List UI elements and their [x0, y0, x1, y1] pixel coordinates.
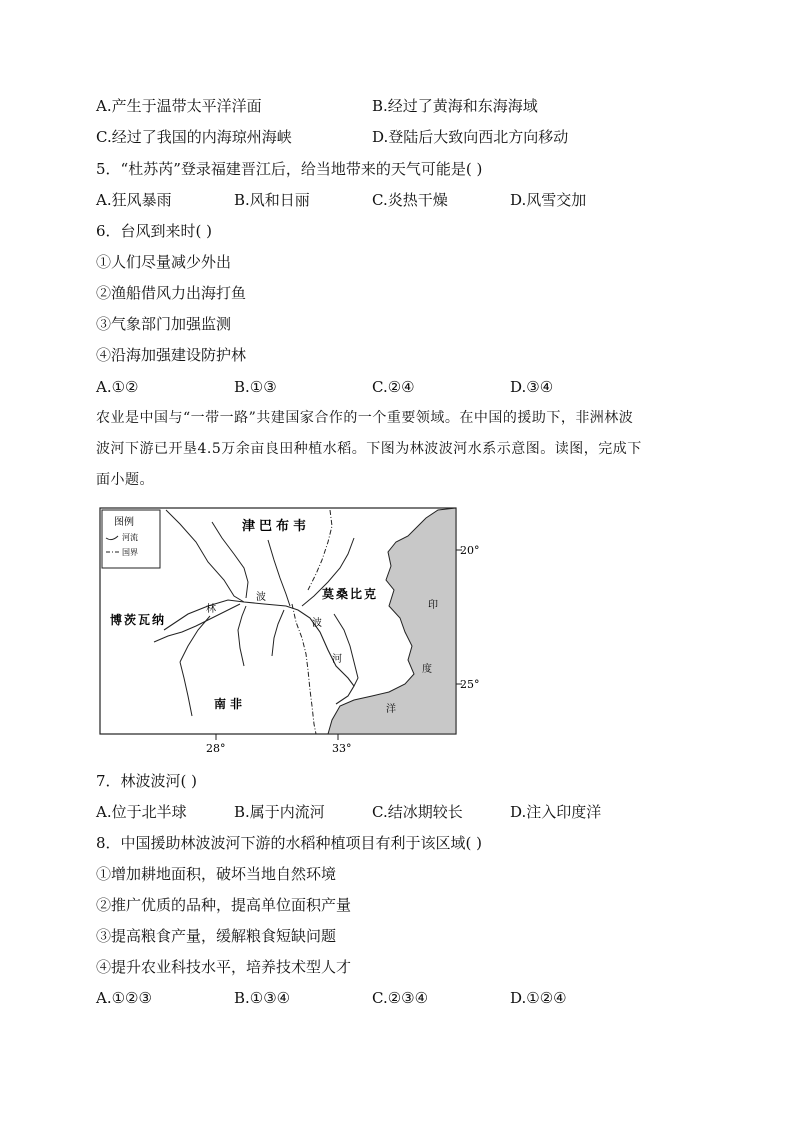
q5-option-b: B.风和日丽 [234, 191, 310, 209]
legend-border-label: 国界 [122, 548, 138, 557]
ocean-label-du: 度 [422, 664, 432, 675]
lat-label-25: 25° [460, 678, 480, 691]
q8-option-c: C.②③④ [372, 989, 429, 1007]
river-label-bo-1: 波 [256, 592, 266, 603]
q6-option-c: C.②④ [372, 378, 415, 396]
q8-option-d: D.①②④ [510, 989, 567, 1007]
q7-option-c: C.结冰期较长 [372, 803, 463, 821]
q8-option-b: B.①③④ [234, 989, 291, 1007]
river-label-he: 河 [332, 654, 342, 665]
label-south-africa: 南非 [214, 697, 247, 711]
q4-option-a: A.产生于温带太平洋洋面 [96, 97, 262, 115]
lon-label-33: 33° [332, 742, 352, 755]
q7-option-d: D.注入印度洋 [510, 803, 602, 821]
q5-option-a: A.狂风暴雨 [96, 191, 172, 209]
q8-stem: 8．中国援助林波波河下游的水稻种植项目有利于该区域( ) [96, 834, 483, 852]
q7-option-b: B.属于内流河 [234, 803, 325, 821]
passage-line-3: 面小题。 [96, 472, 154, 488]
q7-stem: 7．林波波河( ) [96, 772, 198, 790]
label-zimbabwe: 津巴布韦 [242, 519, 311, 534]
q6-statement-4: ④沿海加强建设防护林 [96, 346, 247, 364]
q8-statement-2: ②推广优质的品种，提高单位面积产量 [96, 896, 352, 914]
label-mozambique: 莫桑比克 [322, 587, 379, 601]
q6-option-d: D.③④ [510, 378, 554, 396]
q6-option-a: A.①② [96, 378, 139, 396]
ocean-label-yang: 洋 [386, 704, 396, 715]
q8-statement-1: ①增加耕地面积，破坏当地自然环境 [96, 865, 337, 883]
q5-option-c: C.炎热干燥 [372, 191, 448, 209]
passage-line-2: 波河下游已开垦4.5万余亩良田种植水稻。下图为林波波河水系示意图。读图，完成下 [96, 441, 642, 457]
label-botswana: 博茨瓦纳 [110, 613, 167, 627]
legend-river-label: 河流 [122, 533, 138, 542]
q4-option-d: D.登陆后大致向西北方向移动 [372, 128, 569, 146]
lat-label-20: 20° [460, 544, 480, 557]
legend-title: 图例 [114, 517, 134, 528]
q6-statement-3: ③气象部门加强监测 [96, 315, 232, 333]
q4-option-b: B.经过了黄海和东海海域 [372, 97, 538, 115]
q6-statement-1: ①人们尽量减少外出 [96, 253, 232, 271]
ocean-label-yin: 印 [428, 600, 438, 611]
q6-option-b: B.①③ [234, 378, 277, 396]
q4-option-c: C.经过了我国的内海琼州海峡 [96, 128, 292, 146]
q8-statement-3: ③提高粮食产量，缓解粮食短缺问题 [96, 927, 337, 945]
q6-statement-2: ②渔船借风力出海打鱼 [96, 284, 247, 302]
lon-label-28: 28° [206, 742, 226, 755]
q5-stem: 5．“杜苏芮”登录福建晋江后，给当地带来的天气可能是( ) [96, 160, 483, 178]
q5-option-d: D.风雪交加 [510, 191, 587, 209]
q6-stem: 6．台风到来时( ) [96, 222, 213, 240]
q8-statement-4: ④提升农业科技水平，培养技术型人才 [96, 958, 352, 976]
q8-option-a: A.①②③ [96, 989, 152, 1007]
q7-option-a: A.位于北半球 [96, 803, 187, 821]
limpopo-river-map [96, 506, 496, 760]
river-label-lin: 林 [206, 604, 216, 615]
river-label-bo-2: 波 [312, 618, 322, 629]
passage-line-1: 农业是中国与“一带一路”共建国家合作的一个重要领域。在中国的援助下，非洲林波 [96, 410, 634, 426]
